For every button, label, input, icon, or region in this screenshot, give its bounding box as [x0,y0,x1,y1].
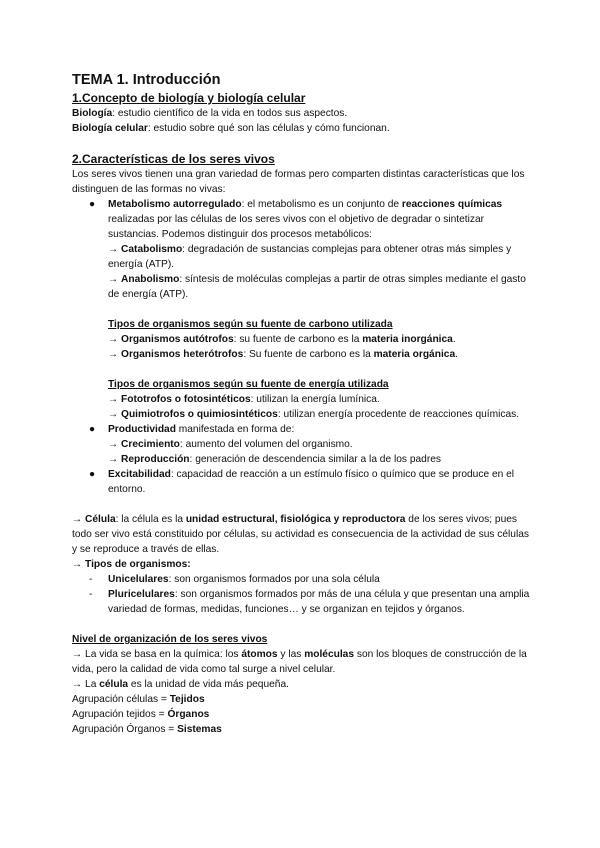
term: Órganos [167,709,210,720]
term: Catabolismo [121,244,183,255]
term: Unicelulares [108,574,169,585]
text: son los bloques de construcción de la vida, pero la calidad de vida como tal surge a nivel celular. [72,649,527,675]
arrow-icon: → [72,679,86,690]
tipos-organismos-heading [72,557,532,572]
term: Quimiotrofos o quimiosintéticos [121,409,278,420]
dash-icon: - [89,589,93,600]
text: : son organismos formados por una sola célula [168,574,380,585]
text: : son organismos formados por más de una célula y que presentan una amplia variedad de formas, medidas, funciones… y se organizan en tejidos y órganos. [108,589,530,615]
term: átomos [241,649,278,660]
term: unidad estructural, fisiológica y reproductora [185,514,406,525]
term: Anabolismo [121,274,180,285]
nivel-heading: Nivel de organización de los seres vivos [72,634,268,645]
subheading-carbono: Tipos de organismos según su fuente de carbono utilizada [108,319,393,330]
text: : generación de descendencia similar a la de los padres [189,454,441,465]
arrow-icon: → [108,334,122,345]
arrow-icon: → [108,274,122,285]
arrow-icon: → [108,409,122,420]
bullet-icon: ● [89,199,96,210]
list-item-unicelulares [72,572,532,587]
text: : su fuente de carbono es la [233,334,363,345]
text: Agrupación Órganos = [72,724,178,735]
text: Agrupación células = [72,694,170,705]
term: Biología celular [72,123,148,134]
term: Reproducción [121,454,190,465]
arrow-icon: → [108,394,122,405]
bullet-icon: ● [89,469,96,480]
text: : degradación de sustancias complejas para obtener otras más simples y energía (ATP). [108,244,512,270]
text: : la célula es la [115,514,186,525]
text: es la unidad de vida más pequeña. [128,679,289,690]
subheading-energia: Tipos de organismos según su fuente de energía utilizada [108,379,389,390]
arrow-icon: → [108,439,122,450]
text: : utilizan la energía lumínica. [250,394,380,405]
text: de los seres vivos; pues todo ser vivo está constituido por células, su actividad es consecuencia de la actividad de sus células y se reproduce a través de ellas. [72,514,529,555]
term: Productividad [108,424,176,435]
arrow-icon: → [72,514,86,525]
term: Pluricelulares [108,589,175,600]
list-item-pluricelulares [72,587,532,617]
agrupacion-organos [72,722,532,737]
term: materia orgánica [373,349,456,360]
arrow-icon: → [108,349,122,360]
text: La vida se basa en la química: los [85,649,242,660]
text: La [85,679,100,690]
text: : síntesis de moléculas complejas a partir de otras simples mediante el gasto de energía (ATP). [108,274,526,300]
section-2-heading: 2.Características de los seres vivos [72,152,275,166]
term: Célula [85,514,116,525]
text: : estudio científico de la vida en todos sus aspectos. [112,108,348,119]
text: : Su fuente de carbono es la [243,349,374,360]
term: reacciones químicas [401,199,503,210]
text: realizadas por las células de los seres vivos con el objetivo de degradar o sintetizar sustancias. Podemos distinguir dos procesos metabólicos: [108,214,485,240]
list-item-excitabilidad [72,467,532,497]
text: manifestada en forma de: [175,424,295,435]
term: Sistemas [177,724,222,735]
nivel-line-2 [72,677,532,692]
page-title: TEMA 1. Introducción [72,72,221,88]
text: : utilizan energía procedente de reacciones químicas. [277,409,520,420]
text: : estudio sobre qué son las células y cómo funcionan. [147,123,390,134]
text: Agrupación tejidos = [72,709,168,720]
definition-biologia-celular [72,121,532,136]
text: : el metabolismo es un conjunto de [241,199,402,210]
text: y las [277,649,305,660]
document-content [72,70,532,737]
term: Organismos heterótrofos [121,349,244,360]
term: Fototrofos o fotosintéticos [121,394,251,405]
text: : capacidad de reacción a un estímulo físico o químico que se produce en el entorno. [108,469,515,495]
arrow-icon: → [72,649,86,660]
bullet-icon: ● [89,424,96,435]
arrow-icon: → [108,244,122,255]
section-1-heading: 1.Concepto de biología y biología celular [72,91,306,105]
term: Excitabilidad [108,469,171,480]
arrow-icon: → [72,559,86,570]
agrupacion-celulas [72,692,532,707]
dash-icon: - [89,574,93,585]
nivel-line-1 [72,647,532,677]
celula-definition [72,512,532,557]
arrow-icon: → [108,454,122,465]
text: : aumento del volumen del organismo. [179,439,353,450]
definition-biologia [72,106,532,121]
term: moléculas [304,649,355,660]
term: Tipos de organismos: [85,559,191,570]
term: Metabolismo autorregulado [108,199,242,210]
term: célula [99,679,129,690]
section-2-intro: Los seres vivos tienen una gran variedad de formas pero comparten distintas características que los distinguen de las formas no vivas: [72,169,525,195]
term: Biología [72,108,113,119]
term: Organismos autótrofos [121,334,234,345]
term: materia inorgánica [362,334,453,345]
list-item-productividad [72,422,532,467]
term: Crecimiento [121,439,180,450]
agrupacion-tejidos [72,707,532,722]
list-item-metabolismo: ● Metabolismo autorregulado: el metabolismo es un conjunto de reacciones químicas realizadas por las células de los seres vivos con el objetivo de degradar o sintetizar sustancias. Podemos distinguir dos procesos metabólicos: → Catabolismo: degradación de sustancias complejas para obtener otras más simples y energía (ATP). → Anabolismo: síntesis de moléculas complejas a partir de otras simples mediante el gasto de energía (ATP). Tipos de organismos según su fuente de carbono utilizada → Organismos autótrofos: su fuente de carbono es la materia inorgánica. → Organismos heterótrofos: Su fuente de carbono es la materia orgánica. Tipos de organismos según su fuente de energía utilizada → Fototrofos o fotosintéticos: utilizan la energía lumínica. → Quimiotrofos o quimiosintéticos: utilizan energía procedente de reacciones químicas. [72,197,532,422]
term: Tejidos [169,694,205,705]
